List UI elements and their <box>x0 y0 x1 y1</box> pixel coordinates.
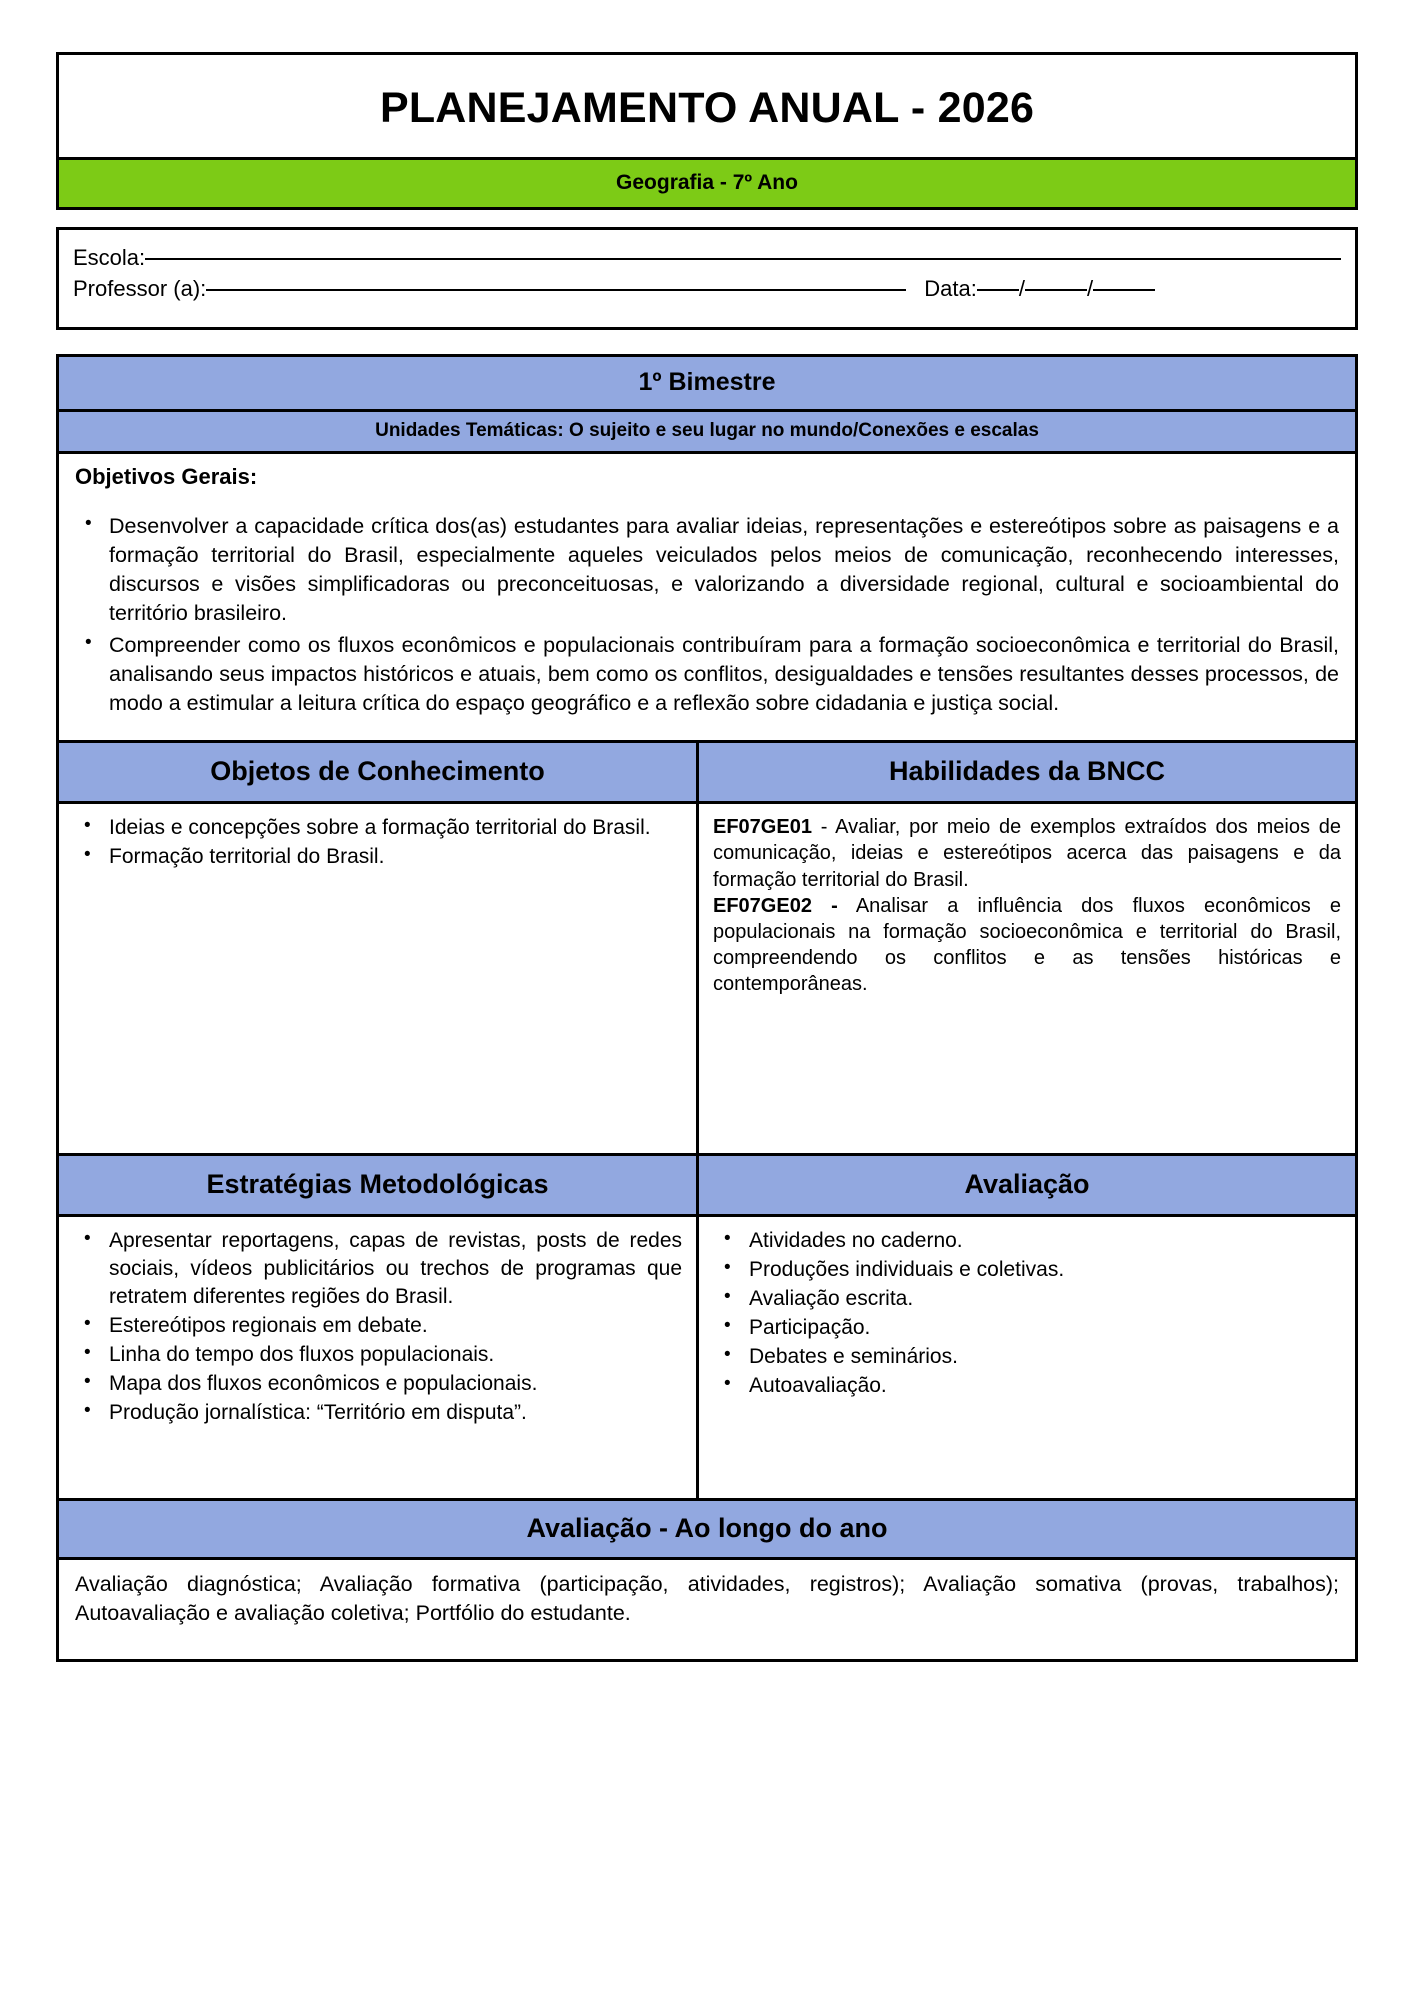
data-month-input[interactable] <box>1025 289 1087 291</box>
data-separator-2: / <box>1086 276 1094 302</box>
list-item: • Desenvolver a capacidade crítica dos(as) estudantes para avaliar ideias, representações e estereótipos sobre as paisagens e a formação territorial do Brasil, especialmente aqueles veiculados pelos meios de comunicação, reconhecendo interesses, discursos e visões simplificadoras ou preconceituosas, e valorizando a diversidade regional, cultural e socioambiental do território brasileiro. <box>109 512 1339 629</box>
bncc-description: Analisar a influência dos fluxos econômicos e populacionais na formação socioeconômica e territorial do Brasil, compreendendo os conflitos e as tensões históricas e contemporâneas. <box>713 894 1341 996</box>
bncc-code: EF07GE02 - <box>713 894 838 917</box>
data-separator-1: / <box>1018 276 1025 302</box>
objetos-habilidades-row <box>59 740 1355 1153</box>
list-item: • Compreender como os fluxos econômicos e populacionais contribuíram para a formação socioeconômica e territorial do Brasil, analisando seus impactos históricos e atuais, bem como os conflitos, desigualdades e tensões resultantes desses processos, de modo a estimular a leitura crítica do espaço geográfico e a reflexão sobre cidadania e justiça social. <box>109 631 1339 719</box>
list-item: • Participação. <box>749 1314 1341 1342</box>
list-item: • Mapa dos fluxos econômicos e populacionais. <box>109 1370 682 1398</box>
estrategias-avaliacao-row <box>59 1153 1355 1498</box>
identification-block <box>56 227 1358 329</box>
objetos-conhecimento-list <box>73 814 682 871</box>
data-day-input[interactable] <box>977 289 1019 291</box>
objetivos-list <box>75 512 1339 719</box>
professor-input[interactable] <box>206 289 906 291</box>
list-item: • Atividades no caderno. <box>749 1227 1341 1255</box>
list-item: • Produção jornalística: “Território em disputa”. <box>109 1399 682 1427</box>
estrategias-header: Estratégias Metodológicas <box>59 1156 696 1214</box>
list-item: • Autoavaliação. <box>749 1372 1341 1400</box>
bncc-item <box>713 814 1341 893</box>
objetos-conhecimento-header: Objetos de Conhecimento <box>59 743 696 801</box>
list-item: • Avaliação escrita. <box>749 1285 1341 1313</box>
bncc-code: EF07GE01 <box>713 816 812 839</box>
professor-label: Professor (a): <box>73 276 207 302</box>
habilidades-bncc-body <box>699 801 1355 1153</box>
avaliacao-anual-text: Avaliação diagnóstica; Avaliação formativa (participação, atividades, registros); Avaliação somativa (provas, trabalhos); Autoavaliação e avaliação coletiva; Portfólio do estudante. <box>59 1557 1355 1658</box>
bimester-title: 1º Bimestre <box>59 357 1355 409</box>
estrategias-column <box>59 1156 696 1498</box>
list-item: • Estereótipos regionais em debate. <box>109 1312 682 1340</box>
avaliacao-header: Avaliação <box>699 1156 1355 1214</box>
bncc-item <box>713 893 1341 998</box>
title-block <box>56 52 1358 210</box>
bimester-table <box>56 354 1358 1662</box>
data-year-input[interactable] <box>1093 289 1155 291</box>
avaliacao-list <box>713 1227 1341 1400</box>
habilidades-bncc-header: Habilidades da BNCC <box>699 743 1355 801</box>
escola-label: Escola: <box>73 245 146 271</box>
objetos-conhecimento-body <box>59 801 696 1153</box>
avaliacao-body <box>699 1214 1355 1498</box>
list-item: • Apresentar reportagens, capas de revistas, posts de redes sociais, vídeos publicitários ou trechos de programas que retratem diferentes regiões do Brasil. <box>109 1227 682 1311</box>
list-item: • Ideias e concepções sobre a formação territorial do Brasil. <box>109 814 682 842</box>
avaliacao-anual-header: Avaliação - Ao longo do ano <box>59 1498 1355 1557</box>
bncc-description: - Avaliar, por meio de exemplos extraídos dos meios de comunicação, ideias e estereótipos acerca das paisagens e da formação territorial do Brasil. <box>713 816 1341 891</box>
objetos-conhecimento-column <box>59 743 696 1153</box>
list-item: • Debates e seminários. <box>749 1343 1341 1371</box>
list-item: • Linha do tempo dos fluxos populacionais. <box>109 1341 682 1369</box>
estrategias-body <box>59 1214 696 1498</box>
escola-row <box>73 242 1341 273</box>
habilidades-bncc-column <box>696 743 1355 1153</box>
page-title: PLANEJAMENTO ANUAL - 2026 <box>379 84 1035 132</box>
escola-input[interactable] <box>145 258 1341 260</box>
avaliacao-column <box>696 1156 1355 1498</box>
objetivos-heading: Objetivos Gerais: <box>75 463 258 489</box>
objetivos-gerais-cell <box>59 451 1355 741</box>
unidades-tematicas: Unidades Temáticas: O sujeito e seu lugar no mundo/Conexões e escalas <box>59 409 1355 451</box>
list-item: • Produções individuais e coletivas. <box>749 1256 1341 1284</box>
list-item: • Formação territorial do Brasil. <box>109 843 682 871</box>
estrategias-list <box>73 1227 682 1426</box>
data-label: Data: <box>924 276 977 302</box>
subject-bar: Geografia - 7º Ano <box>59 157 1355 207</box>
professor-row <box>73 273 1341 304</box>
